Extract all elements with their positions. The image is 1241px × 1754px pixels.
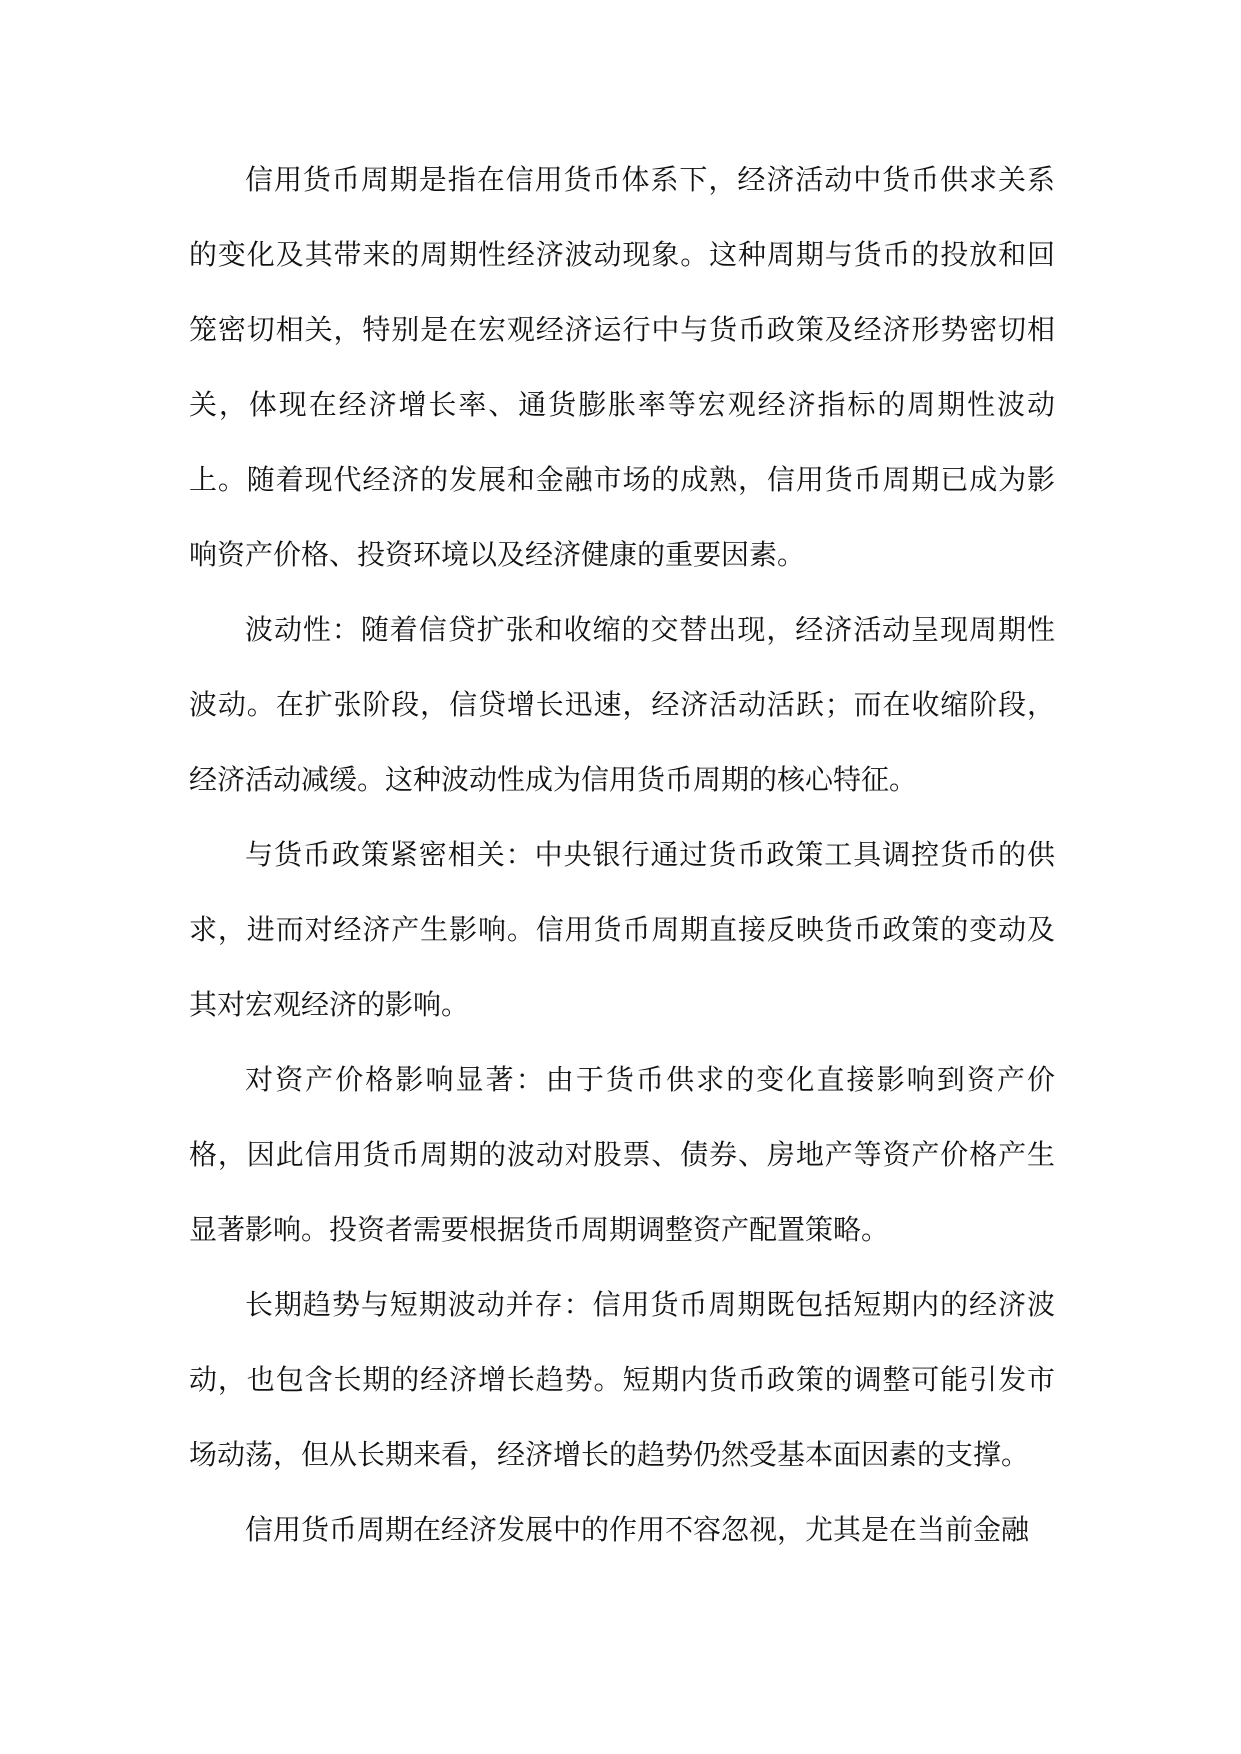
paragraph-long-short-term: 长期趋势与短期波动并存：信用货币周期既包括短期内的经济波动，也包含长期的经济增长趋势。短期内货币政策的调整可能引发市场动荡，但从长期来看，经济增长的趋势仍然受基本面因素的支撑。	[189, 1288, 1055, 1471]
paragraph-monetary-policy: 与货币政策紧密相关：中央银行通过货币政策工具调控货币的供求，进而对经济产生影响。信用货币周期直接反映货币政策的变动及其对宏观经济的影响。	[189, 838, 1055, 1021]
paragraph-definition: 信用货币周期是指在信用货币体系下，经济活动中货币供求关系的变化及其带来的周期性经济波动现象。这种周期与货币的投放和回笼密切相关，特别是在宏观经济运行中与货币政策及经济形势密切相关，体现在经济增长率、通货膨胀率等宏观经济指标的周期性波动上。随着现代经济的发展和金融市场的成熟，信用货币周期已成为影响资产价格、投资环境以及经济健康的重要因素。	[189, 163, 1055, 571]
document-body	[189, 142, 1055, 1567]
paragraph-asset-prices: 对资产价格影响显著：由于货币供求的变化直接影响到资产价格，因此信用货币周期的波动对股票、债券、房地产等资产价格产生显著影响。投资者需要根据货币周期调整资产配置策略。	[189, 1063, 1055, 1246]
paragraph-volatility: 波动性：随着信贷扩张和收缩的交替出现，经济活动呈现周期性波动。在扩张阶段，信贷增长迅速，经济活动活跃；而在收缩阶段，经济活动减缓。这种波动性成为信用货币周期的核心特征。	[189, 613, 1055, 796]
paragraph-role: 信用货币周期在经济发展中的作用不容忽视，尤其是在当前金融	[245, 1513, 1030, 1546]
